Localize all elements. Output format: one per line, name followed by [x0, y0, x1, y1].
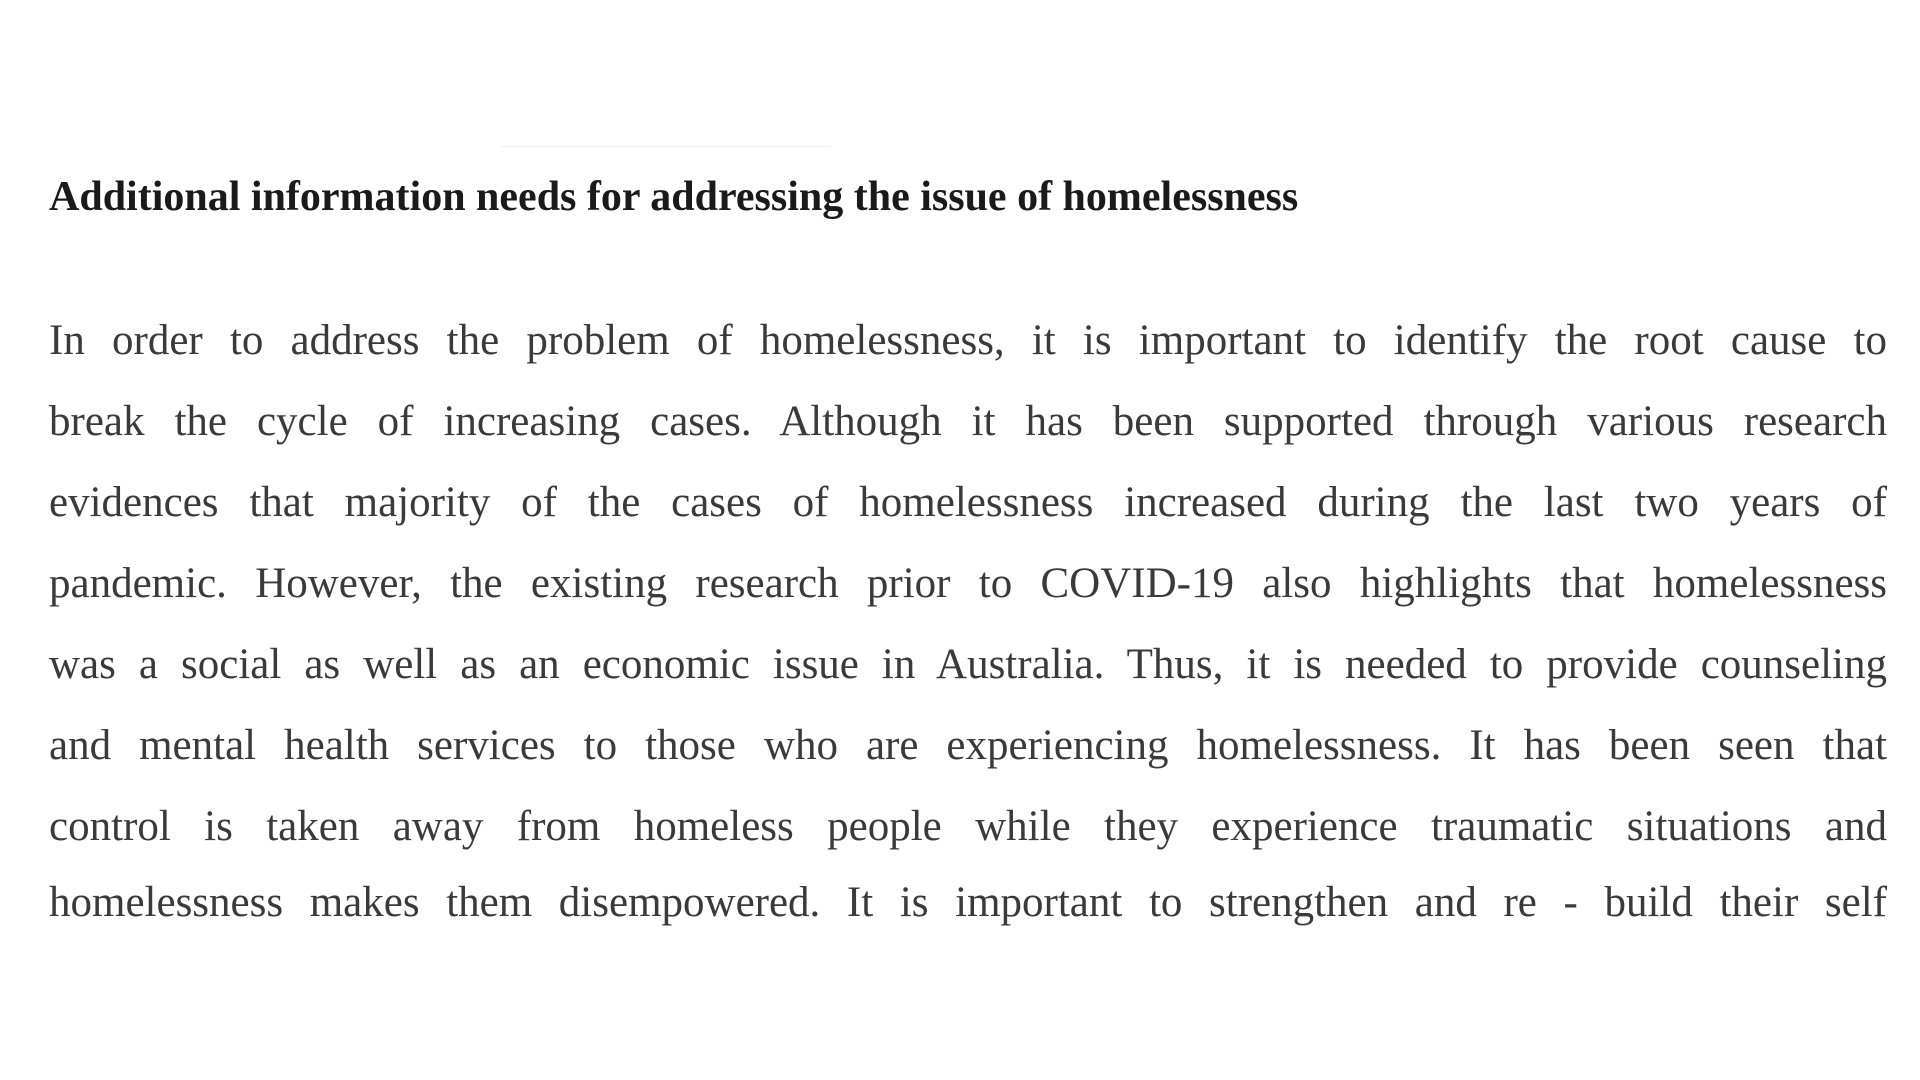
paragraph-line: control is taken away from homeless people while they experience traumatic situations and [49, 803, 1887, 850]
paragraph-line: was a social as well as an economic issue in Australia. Thus, it is needed to provide counseling [49, 641, 1887, 688]
paragraph-line: and mental health services to those who are experiencing homelessness. It has been seen that [49, 722, 1887, 769]
paragraph-line: homelessness makes them disempowered. It is important to strengthen and re - build their self [49, 879, 1887, 926]
paragraph-line: evidences that majority of the cases of homelessness increased during the last two years of [49, 479, 1887, 526]
paragraph-line: break the cycle of increasing cases. Although it has been supported through various research [49, 398, 1887, 445]
section-heading: Additional information needs for addressing the issue of homelessness [49, 174, 1299, 220]
body-paragraph [49, 300, 1887, 943]
paragraph-line: pandemic. However, the existing research prior to COVID-19 also highlights that homelessness [49, 560, 1887, 607]
page-rule [500, 146, 830, 147]
paragraph-line: In order to address the problem of homelessness, it is important to identify the root cause to [49, 317, 1887, 364]
